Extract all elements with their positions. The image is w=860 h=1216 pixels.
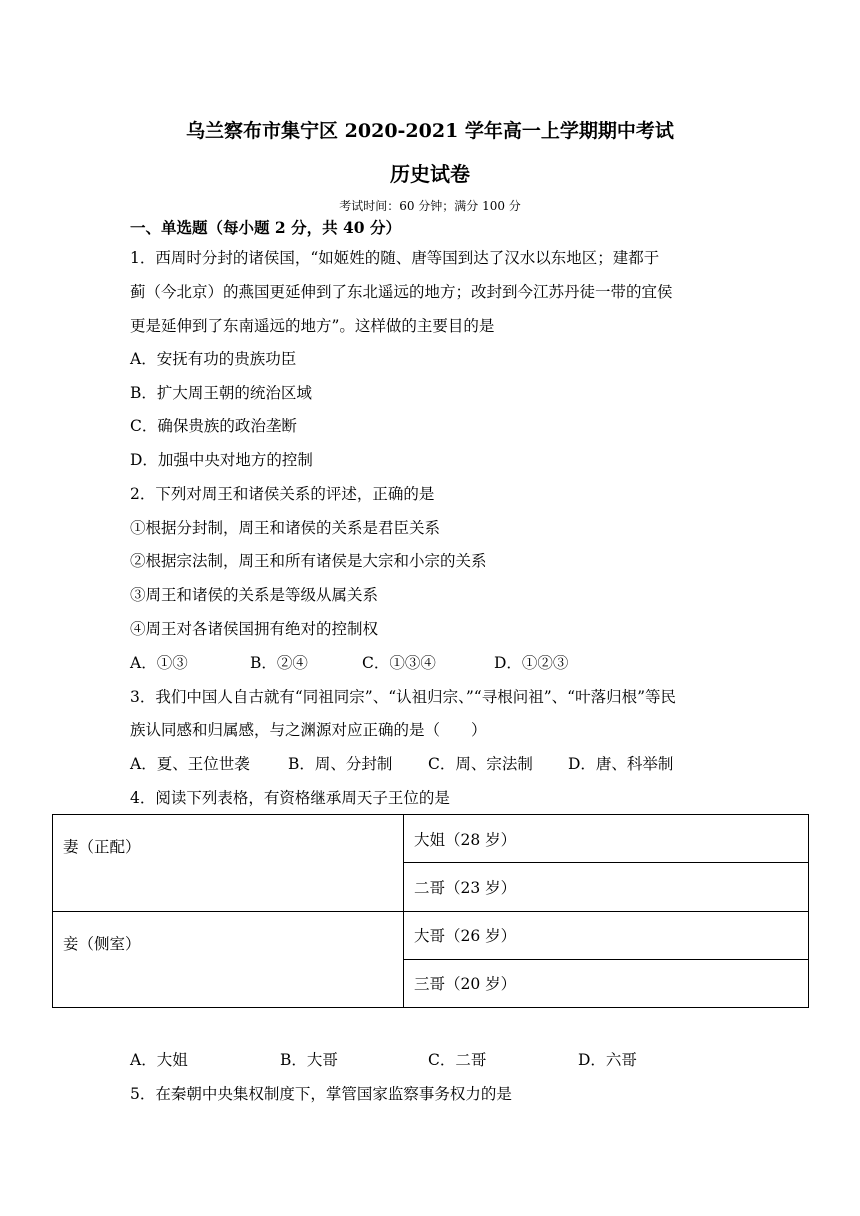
- q2-statement-1: ①根据分封制，周王和诸侯的关系是君臣关系: [130, 519, 441, 537]
- q4-option-a: A．大姐: [130, 1051, 188, 1069]
- q4-option-c: C．二哥: [428, 1051, 487, 1069]
- q1-option-d: D．加强中央对地方的控制: [130, 451, 313, 469]
- q3-option-a: A．夏、王位世袭: [130, 755, 250, 773]
- table-cell: 二哥（23 岁）: [404, 863, 809, 911]
- q4-table: [52, 814, 809, 1008]
- table-cell: 三哥（20 岁）: [404, 959, 809, 1007]
- q2-option-b: B．②④: [250, 654, 308, 672]
- exam-meta: 考试时间：60 分钟；满分 100 分: [339, 199, 521, 213]
- section-heading: 一、单选题（每小题 2 分，共 40 分）: [130, 218, 401, 237]
- q3-line-2: 族认同感和归属感，与之渊源对应正确的是（ ）: [130, 721, 487, 739]
- q1-line-3: 更是延伸到了东南遥远的地方”。这样做的主要目的是: [130, 317, 495, 335]
- q4-stem: 4．阅读下列表格，有资格继承周天子王位的是: [130, 789, 450, 807]
- q1-line-2: 蓟（今北京）的燕国更延伸到了东北遥远的地方；改封到今江苏丹徒一带的宜侯: [130, 283, 673, 301]
- q5-stem: 5．在秦朝中央集权制度下，掌管国家监察事务权力的是: [130, 1085, 512, 1103]
- q2-statement-2: ②根据宗法制，周王和所有诸侯是大宗和小宗的关系: [130, 552, 487, 570]
- q4-option-b: B．大哥: [280, 1051, 338, 1069]
- table-cell-wife: 妻（正配）: [53, 815, 404, 912]
- q2-option-d: D．①②③: [494, 654, 569, 672]
- q2-statement-4: ④周王对各诸侯国拥有绝对的控制权: [130, 620, 379, 638]
- exam-subtitle: 历史试卷: [390, 162, 470, 186]
- q1-option-a: A．安抚有功的贵族功臣: [130, 350, 297, 368]
- q3-options: [130, 754, 673, 774]
- table-row: [53, 815, 809, 863]
- q2-option-c: C．①③④: [362, 654, 436, 672]
- q3-option-b: B．周、分封制: [288, 755, 393, 773]
- table-cell-concubine: 妾（侧室）: [53, 911, 404, 1008]
- q3-option-c: C．周、宗法制: [428, 755, 533, 773]
- q2-option-a: A．①③: [130, 654, 188, 672]
- q2-statement-3: ③周王和诸侯的关系是等级从属关系: [130, 586, 379, 604]
- table-cell: 大哥（26 岁）: [404, 911, 809, 959]
- q4-option-d: D．六哥: [578, 1051, 637, 1069]
- q3-line-1: 3．我们中国人自古就有“同祖同宗”、“认祖归宗、”“寻根问祖”、“叶落归根”等民: [130, 688, 677, 706]
- q1-option-c: C．确保贵族的政治垄断: [130, 417, 297, 435]
- exam-title: 乌兰察布市集宁区 2020-2021 学年高一上学期期中考试: [186, 120, 674, 142]
- q2-stem: 2．下列对周王和诸侯关系的评述，正确的是: [130, 485, 435, 503]
- table-cell: 大姐（28 岁）: [404, 815, 809, 863]
- table-row: [53, 911, 809, 959]
- q3-option-d: D．唐、科举制: [568, 755, 674, 773]
- q1-option-b: B．扩大周王朝的统治区域: [130, 384, 312, 402]
- q4-options: [130, 1050, 637, 1070]
- q1-line-1: 1．西周时分封的诸侯国，“如姬姓的随、唐等国到达了汉水以东地区；建都于: [130, 249, 660, 267]
- q2-options: [130, 653, 568, 673]
